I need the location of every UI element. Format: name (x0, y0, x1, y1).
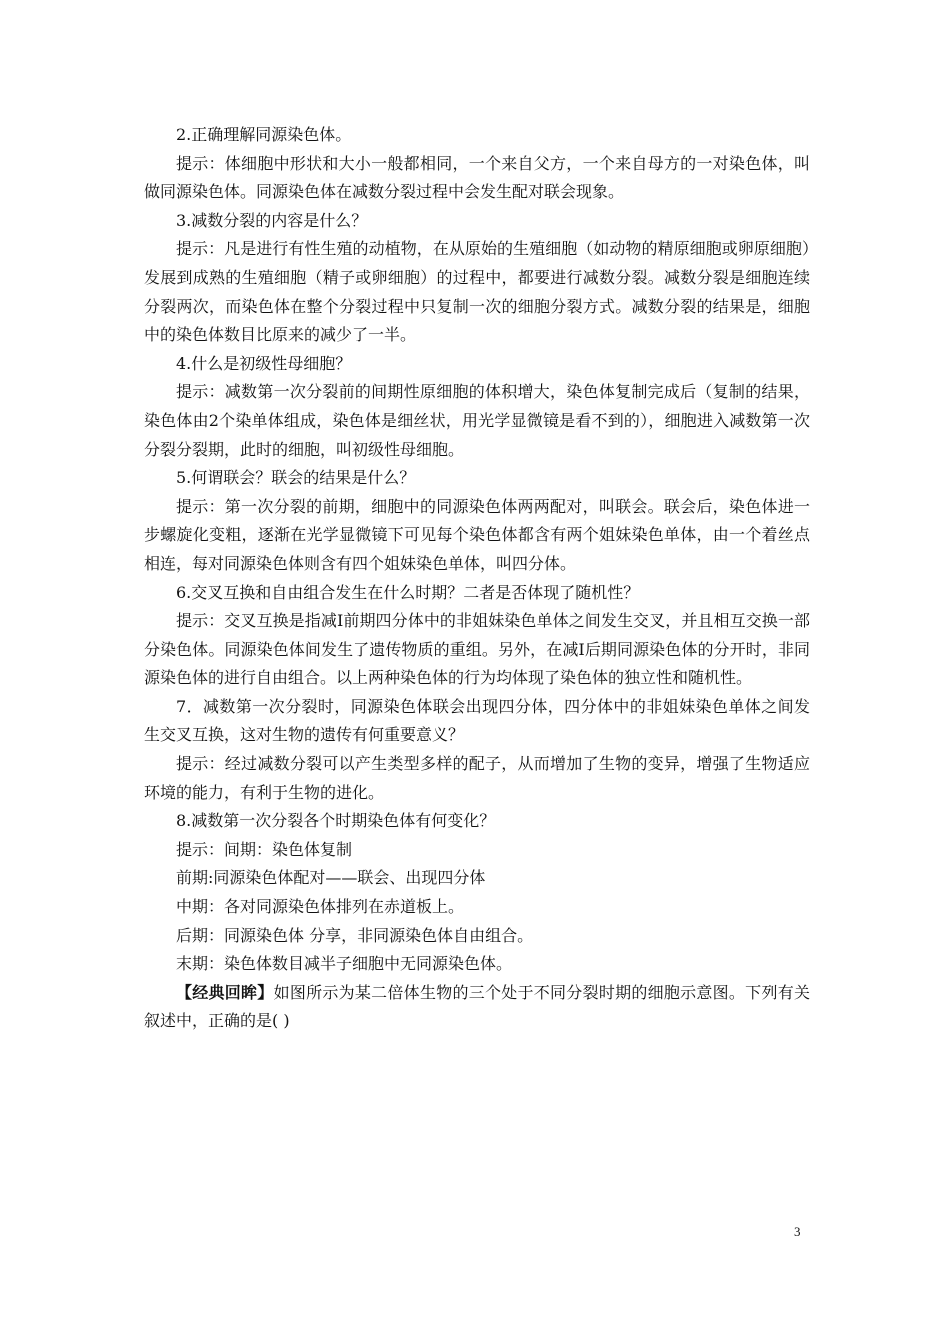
question-3: 3.减数分裂的内容是什么？ (176, 210, 368, 230)
classic-review (144, 979, 810, 1036)
question-7: 7．减数第一次分裂时，同源染色体联会出现四分体，四分体中的非姐妹染色单体之间发生交叉互换，这对生物的遗传有何重要意义？ (144, 696, 810, 745)
question-4: 4.什么是初级性母细胞？ (176, 353, 352, 373)
phase-anaphase: 后期：同源染色体 分享，非同源染色体自由组合。 (176, 925, 534, 945)
page-number: 3 (794, 1224, 801, 1239)
classic-review-label: 【经典回眸】 (176, 982, 274, 1002)
question-5: 5.何谓联会？联会的结果是什么？ (176, 468, 416, 488)
phase-telophase: 末期：染色体数目减半子细胞中无同源染色体。 (176, 954, 513, 974)
answer-4: 提示：减数第一次分裂前的间期性原细胞的体积增大，染色体复制完成后（复制的结果，染色体由2个染单体组成，染色体是细丝状，用光学显微镜是看不到的），细胞进入减数第一次分裂分裂期，此时的细胞，叫初级性母细胞。 (144, 382, 810, 459)
question-8: 8.减数第一次分裂各个时期染色体有何变化？ (176, 811, 496, 831)
document-body (144, 121, 810, 1036)
answer-2: 提示：体细胞中形状和大小一般都相同，一个来自父方，一个来自母方的一对染色体，叫做同源染色体。同源染色体在减数分裂过程中会发生配对联会现象。 (144, 153, 810, 202)
question-6: 6.交叉互换和自由组合发生在什么时期？二者是否体现了随机性？ (176, 582, 640, 602)
answer-5: 提示：第一次分裂的前期，细胞中的同源染色体两两配对，叫联会。联会后，染色体进一步螺旋化变粗，逐渐在光学显微镜下可见每个染色体都含有两个姐妹染色单体，由一个着丝点相连，每对同源染色体则含有四个姐妹染色单体，叫四分体。 (144, 496, 810, 573)
phase-prophase: 前期:同源染色体配对——联会、出现四分体 (176, 868, 486, 888)
classic-review-text: 如图所示为某二倍体生物的三个处于不同分裂时期的细胞示意图。下列有关叙述中，正确的是( ) (144, 982, 810, 1031)
answer-6: 提示：交叉互换是指减Ⅰ前期四分体中的非姐妹染色单体之间发生交叉，并且相互交换一部分染色体。同源染色体间发生了遗传物质的重组。另外，在减Ⅰ后期同源染色体的分开时，非同源染色体的进行自由组合。以上两种染色体的行为均体现了染色体的独立性和随机性。 (144, 611, 810, 688)
answer-7: 提示：经过减数分裂可以产生类型多样的配子，从而增加了生物的变异，增强了生物适应环境的能力，有利于生物的进化。 (144, 754, 810, 802)
phase-interphase: 提示：间期：染色体复制 (176, 839, 353, 859)
question-2: 2.正确理解同源染色体。 (176, 125, 352, 144)
phase-metaphase: 中期：各对同源染色体排列在赤道板上。 (176, 897, 465, 917)
answer-3: 提示：凡是进行有性生殖的动植物，在从原始的生殖细胞（如动物的精原细胞或卵原细胞）发展到成熟的生殖细胞（精子或卵细胞）的过程中，都要进行减数分裂。减数分裂是细胞连续分裂两次，而染色体在整个分裂过程中只复制一次的细胞分裂方式。减数分裂的结果是，细胞中的染色体数目比原来的减少了一半。 (144, 239, 810, 345)
